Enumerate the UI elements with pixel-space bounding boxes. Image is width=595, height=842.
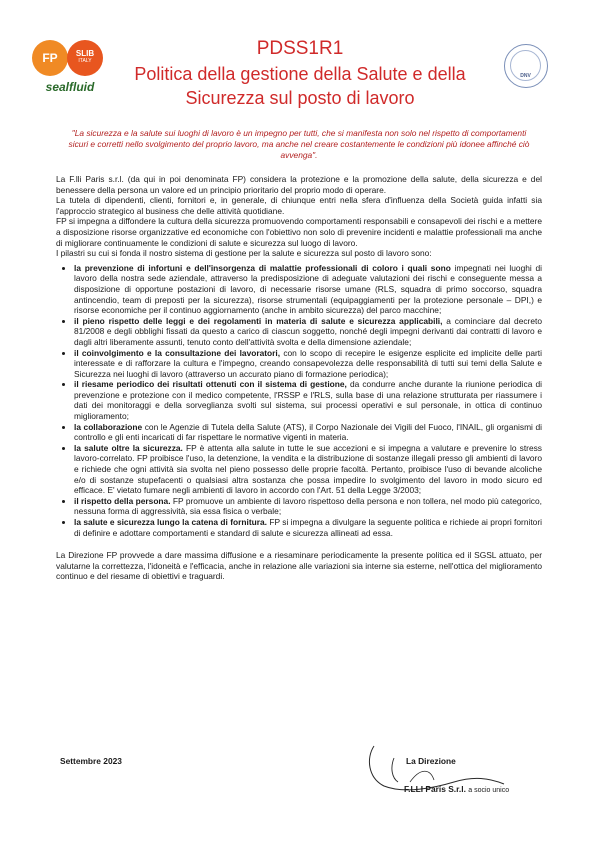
pillar-heading: il riesame periodico dei risultati ottenuti con il sistema di gestione, xyxy=(74,379,347,390)
company-logo xyxy=(30,38,108,100)
slib-logo xyxy=(67,40,103,76)
pillars-list xyxy=(56,263,542,538)
pillar-text: FP si impegna a divulgare la seguente politica e richiede ai propri fornitori di definire e adottare comportamenti e standard di salute e sicurezza allineati ad essa. xyxy=(74,517,542,538)
intro-paragraph: FP si impegna a diffondere la cultura della sicurezza promuovendo comportamenti responsabili e consapevoli dei rischi e a mettere a disposizione risorse organizzative ed economiche con l'obiettivo non solo di prevenire incidenti e malattie professionali ma anche di migliorare continuamente le condizioni di salute e sicurezza sul luogo di lavoro. xyxy=(56,216,542,248)
pillar-heading: la salute e sicurezza lungo la catena di fornitura. xyxy=(74,517,267,527)
pillar-item xyxy=(74,517,542,538)
pillar-text: con lo scopo di recepire le esigenze esplicite ed implicite delle parti interessate e di rafforzare la cultura e l'impegno, creando consapevolezza delle responsabilità di tutti sui temi della Salute e Sicurezza nei luoghi di lavoro (attraverso un accurato piano di formazione periodica); xyxy=(74,347,542,379)
pillar-text: impegnati nei luoghi di lavoro della nostra sede aziendale, attraverso la predisposizione di adeguate valutazioni dei rischi e conseguente messa a disposizione di opportune postazioni di lavoro, di necessarie risorse umane (RLS, squadra di primo soccorso, squadra antincendio, team di preposti per la sicurezza), risorse strumentali (equipaggiamenti per la protezione personale – DPI,) e risorse economiche per il continuo aggiornamento (anche in ambito sicurezza) del parco macchine; xyxy=(74,262,542,316)
pillar-heading: la prevenzione di infortuni e dell'insorgenza di malattie professionali di coloro i quali sono xyxy=(74,262,451,273)
pillar-item xyxy=(74,316,542,348)
slib-logo-text: SLIB xyxy=(75,49,95,58)
pillar-heading: la collaborazione xyxy=(74,421,143,432)
document-code: PDSS1R1 xyxy=(256,38,344,59)
pillar-heading: la salute oltre la sicurezza. xyxy=(74,442,183,453)
pillar-item xyxy=(74,443,542,496)
pillar-item xyxy=(74,496,542,517)
pillar-text: con le Agenzie di Tutela della Salute (ATS), il Corpo Nazionale dei Vigili del Fuoco, l'INAIL, gli organismi di controllo e gli enti incaricati di far rispettare le normative vigenti in materia. xyxy=(74,421,542,443)
company-suffix: a socio unico xyxy=(468,787,510,794)
policy-quote: "La sicurezza e la salute sui luoghi di lavoro è un impegno per tutti, che si manifesta non solo nel rispetto di comportamenti sicuri e corretti nello svolgimento del proprio lavoro, ma anche nel creare costantemente le condizioni più idonee affinché ciò avvenga". xyxy=(68,128,530,161)
company-name-text: F.LLI Paris S.r.l. xyxy=(404,784,466,794)
pillar-item xyxy=(74,422,542,443)
sealfluid-logo: sealfluid xyxy=(45,80,95,94)
pillar-item xyxy=(74,379,542,421)
pillar-heading: il pieno rispetto delle leggi e dei regolamenti in materia di salute e sicurezza applicabili, xyxy=(74,315,443,326)
closing-paragraph: La Direzione FP provvede a dare massima diffusione e a riesaminare periodicamente la presente politica ed il SGSL attuato, per valutarne la correttezza, l'idoneità e l'efficacia, anche in relazione alle variazioni sia interne sia esterne, nell'ottica del miglioramento continuo e del riesame di obiettivi e traguardi. xyxy=(56,550,542,582)
intro-paragraph: La F.lli Paris s.r.l. (da qui in poi denominata FP) considera la protezione e la promozione della salute, della sicurezza e del benessere della persona un valore ed un principio prioritario del proprio modo di operare. xyxy=(56,174,542,195)
pillar-item xyxy=(74,263,542,316)
pillar-text: FP promuove un ambiente di lavoro rispettoso della persona e non tollera, nel modo più categorico, nessuna forma di aggressività, sia essa fisica o verbale; xyxy=(74,495,542,517)
signatory-title: La Direzione xyxy=(406,756,456,766)
slib-logo-subtext: ITALY xyxy=(78,57,92,64)
certification-seal-label: DNV xyxy=(520,73,531,79)
certification-seal xyxy=(504,44,548,88)
intro-paragraph: La tutela di dipendenti, clienti, fornitori e, in generale, di chiunque entri nella sfera d'influenza della Società guida infatti sia l'approccio strategico al business che delle attività quotidiane. xyxy=(56,195,542,216)
pillar-heading: il coinvolgimento e la consultazione dei lavoratori, xyxy=(74,347,281,358)
document-date: Settembre 2023 xyxy=(60,756,122,766)
pillar-text: a cominciare dal decreto 81/2008 e degli obblighi fissati da questo a carico di ciascun soggetto, nonché degli impegni derivanti dai contratti di lavoro e dagli altri liberamente assunti, tenuto conto dell'attività svolta e della dimensione aziendale; xyxy=(74,315,542,347)
document-body xyxy=(56,174,542,582)
company-name xyxy=(404,784,509,794)
document-title: Politica della gestione della Salute e della Sicurezza sul posto di lavoro xyxy=(134,64,466,108)
intro-paragraph: I pilastri su cui si fonda il nostro sistema di gestione per la salute e sicurezza sul posto di lavoro sono: xyxy=(56,248,432,259)
fp-logo: FP xyxy=(32,40,68,76)
pillar-text: FP è attenta alla salute in tutte le sue accezioni e si impegna a valutare e prevenire lo stress lavoro-correlato. FP proibisce l'uso, la detenzione, la vendita e la distribuzione di sostanze illegali presso gli ambienti di lavoro e richiede che ogni attività sia svolta nel pieno possesso delle proprie facoltà. Pertanto, proibisce l'uso di bevande alcoliche e/o di sostanze stupefacenti o qualsiasi altra sostanza che possa impedire lo svolgimento del lavoro in modo sicuro ed efficace. E' vietato fumare negli ambienti di lavoro in accordo con l'Art. 51 della Legge 3/2003; xyxy=(74,442,542,496)
pillar-heading: il rispetto della persona. xyxy=(74,495,171,506)
pillar-item xyxy=(74,348,542,380)
pillar-text: da condurre anche durante la riunione periodica di prevenzione e protezione con il medico competente, l'RSSP e l'RLS, sulla base di una relazione strutturata per riassumere i dati dei monitoraggi e della sorveglianza svolti sul sistema, sui processi operativi e sul personale, in ottica di continuo miglioramento; xyxy=(74,379,542,422)
